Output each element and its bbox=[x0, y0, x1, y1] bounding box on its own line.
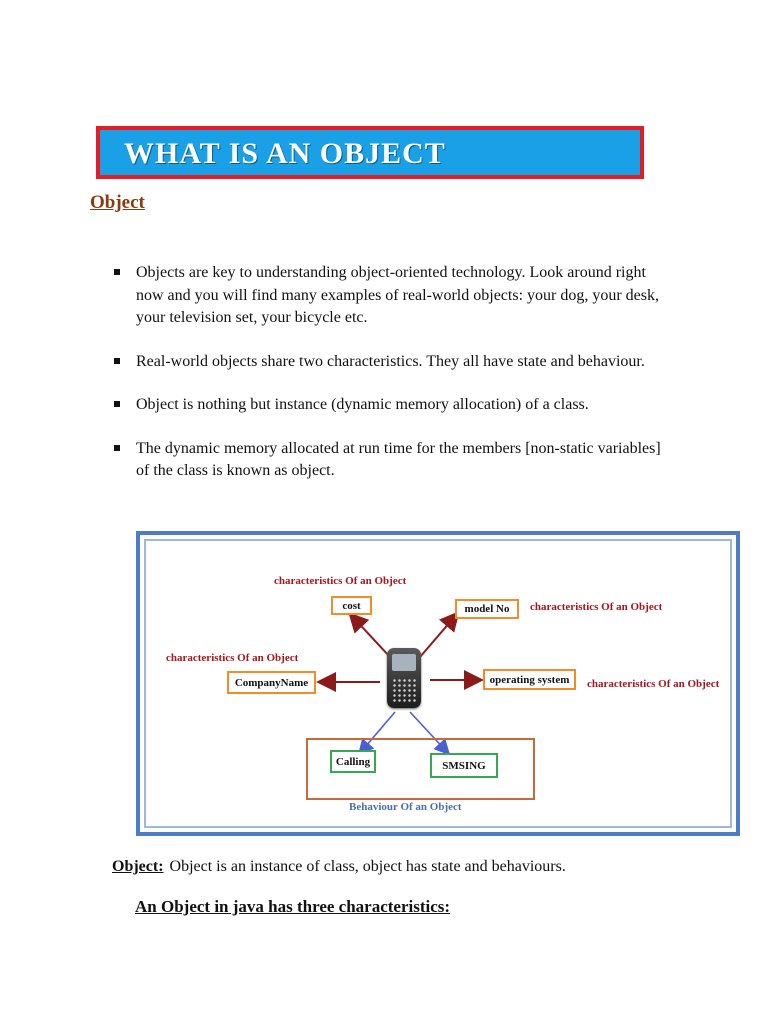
title-banner bbox=[96, 126, 644, 179]
bullet-list bbox=[112, 262, 672, 504]
object-definition-text: Object is an instance of class, object has state and behaviours. bbox=[169, 858, 566, 875]
label-characteristics-right: characteristics Of an Object bbox=[587, 678, 720, 690]
object-definition bbox=[112, 858, 566, 876]
box-calling: Calling bbox=[330, 750, 376, 773]
list-item: Object is nothing but instance (dynamic memory allocation) of a class. bbox=[112, 394, 672, 417]
box-smsing: SMSING bbox=[430, 753, 498, 778]
label-characteristics-right-top: characteristics Of an Object bbox=[530, 601, 663, 613]
box-company-name: CompanyName bbox=[227, 671, 316, 694]
object-diagram bbox=[136, 531, 740, 836]
box-cost: cost bbox=[331, 596, 372, 615]
label-characteristics-left: characteristics Of an Object bbox=[166, 652, 299, 664]
banner-title: WHAT IS AN OBJECT bbox=[124, 137, 446, 170]
list-item: Objects are key to understanding object-oriented technology. Look around right now and you will find many examples of real-world objects: your dog, your desk, your television set, your bicycle etc. bbox=[112, 262, 672, 330]
subheading: An Object in java has three characteristics: bbox=[135, 897, 451, 916]
list-item: The dynamic memory allocated at run time for the members [non-static variables] of the class is known as object. bbox=[112, 438, 672, 483]
arrow-to-model bbox=[420, 614, 457, 657]
mobile-phone-icon bbox=[387, 648, 421, 708]
list-item: Real-world objects share two characteristics. They all have state and behaviour. bbox=[112, 351, 672, 374]
label-behaviour: Behaviour Of an Object bbox=[349, 801, 462, 813]
label-characteristics-top: characteristics Of an Object bbox=[274, 575, 407, 587]
box-model-no: model No bbox=[455, 599, 519, 619]
arrow-to-cost bbox=[351, 615, 390, 657]
object-keyword: Object: bbox=[112, 858, 164, 875]
bullet-square-icon bbox=[114, 358, 120, 364]
section-heading: Object bbox=[90, 192, 145, 213]
bullet-square-icon bbox=[114, 401, 120, 407]
phone-keypad bbox=[392, 678, 416, 702]
bullet-square-icon bbox=[114, 445, 120, 451]
phone-screen bbox=[392, 654, 416, 671]
bullet-square-icon bbox=[114, 269, 120, 275]
box-operating-system: operating system bbox=[483, 669, 576, 690]
